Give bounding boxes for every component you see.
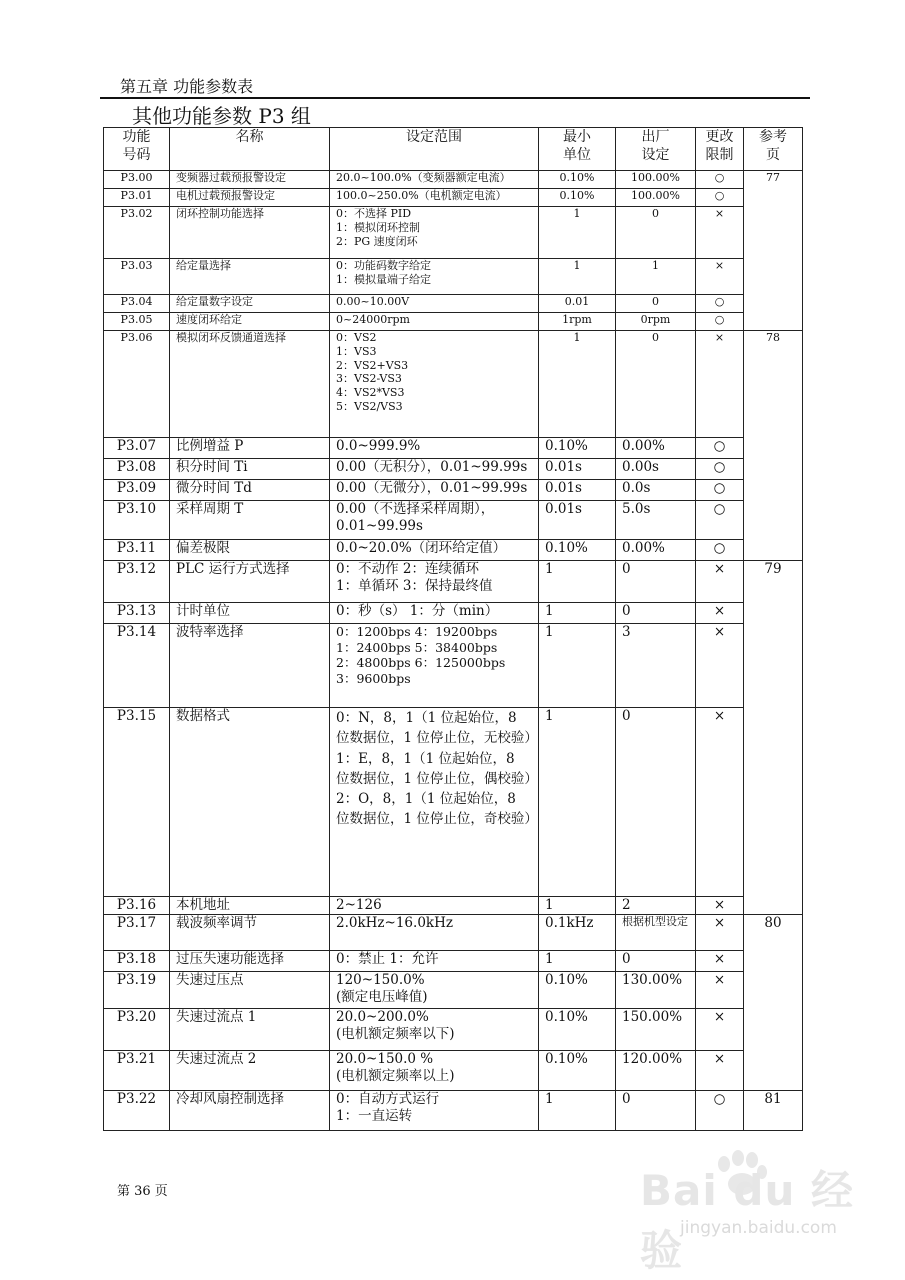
param-code: P3.17 [104,915,170,951]
param-range: 100.0~250.0%（电机额定电流） [330,189,539,207]
param-modify: ○ [696,459,744,480]
param-factory: 120.00% [616,1051,696,1091]
param-modify: ○ [696,171,744,189]
param-range: 2.0kHz~16.0kHz [330,915,539,951]
param-factory: 100.00% [616,171,696,189]
table-row [104,951,803,972]
param-range: 20.0~150.0 % (电机额定频率以上) [330,1051,539,1091]
param-factory: 2 [616,897,696,915]
table-row [104,459,803,480]
table-row [104,708,803,897]
col-header-min-unit: 最小 单位 [539,128,616,171]
param-min-unit: 0.10% [539,972,616,1009]
param-factory: 根据机型设定 [616,915,696,951]
param-factory: 0rpm [616,313,696,331]
param-min-unit: 1 [539,708,616,897]
col-header-factory: 出厂 设定 [616,128,696,171]
param-range: 0：不选择 PID 1：模拟闭环控制 2：PG 速度闭环 [330,207,539,259]
table-row [104,915,803,951]
param-modify: ○ [696,313,744,331]
param-modify: ○ [696,480,744,501]
param-modify: ○ [696,438,744,459]
param-min-unit: 1 [539,561,616,603]
page-number: 第 36 页 [117,1184,168,1199]
param-range: 20.0~100.0%（变频器额定电流） [330,171,539,189]
table-row [104,1009,803,1051]
table-row [104,331,803,438]
param-modify: × [696,972,744,1009]
param-code: P3.04 [104,295,170,313]
param-modify: × [696,624,744,708]
param-modify: × [696,603,744,624]
ref-page: 79 [744,561,803,915]
watermark-url: jingyan.baidu.com [680,1218,837,1238]
param-code: P3.11 [104,540,170,561]
table-row [104,313,803,331]
param-min-unit: 0.10% [539,438,616,459]
param-name: 载波频率调节 [170,915,330,951]
param-min-unit: 0.10% [539,171,616,189]
param-factory: 0.0s [616,480,696,501]
param-factory: 0 [616,331,696,438]
param-factory: 0 [616,603,696,624]
param-factory: 0 [616,561,696,603]
param-code: P3.18 [104,951,170,972]
param-range: 0：禁止 1：允许 [330,951,539,972]
param-min-unit: 0.1kHz [539,915,616,951]
table-row [104,171,803,189]
param-name: 比例增益 P [170,438,330,459]
param-name: 数据格式 [170,708,330,897]
param-modify: × [696,708,744,897]
param-name: 变频器过载预报警设定 [170,171,330,189]
col-header-page: 参考 页 [744,128,803,171]
param-range: 0.00（无微分），0.01~99.99s [330,480,539,501]
param-modify: ○ [696,189,744,207]
param-name: 给定量数字设定 [170,295,330,313]
param-name: 积分时间 Ti [170,459,330,480]
param-factory: 130.00% [616,972,696,1009]
param-modify: ○ [696,540,744,561]
table-row [104,624,803,708]
table-row [104,1051,803,1091]
table-row [104,897,803,915]
table-row [104,972,803,1009]
param-code: P3.15 [104,708,170,897]
param-factory: 0 [616,708,696,897]
param-code: P3.01 [104,189,170,207]
param-factory: 0.00% [616,438,696,459]
param-min-unit: 0.10% [539,1051,616,1091]
col-header-modify: 更改 限制 [696,128,744,171]
param-range: 0：N，8，1（1 位起始位，8 位数据位，1 位停止位，无校验） 1：E，8，1（1 位起始位，8 位数据位，1 位停止位，偶校验） 2：O，8，1（1 位起始位，8 位数据位，1 位停止位，奇校验） [330,708,539,897]
param-range: 0.00（不选择采样周期）， 0.01~99.99s [330,501,539,540]
param-code: P3.05 [104,313,170,331]
param-code: P3.20 [104,1009,170,1051]
param-min-unit: 1 [539,951,616,972]
param-min-unit: 0.01s [539,459,616,480]
table-row [104,259,803,295]
col-header-name: 名称 [170,128,330,171]
param-range: 2~126 [330,897,539,915]
param-modify: × [696,1051,744,1091]
col-header-range: 设定范围 [330,128,539,171]
table-row [104,295,803,313]
table-row [104,603,803,624]
param-factory: 0 [616,295,696,313]
param-code: P3.07 [104,438,170,459]
param-modify: × [696,1009,744,1051]
ref-page: 81 [744,1091,803,1131]
chapter-title: 第五章 功能参数表 [120,77,254,96]
param-range: 0：秒（s） 1：分（min） [330,603,539,624]
param-min-unit: 1 [539,1091,616,1131]
param-min-unit: 1 [539,207,616,259]
param-modify: × [696,897,744,915]
table-row [104,1091,803,1131]
param-range: 0：VS2 1：VS3 2：VS2+VS3 3：VS2-VS3 4：VS2*VS3 5：VS2/VS3 [330,331,539,438]
header-rule [100,97,810,99]
param-min-unit: 0.01 [539,295,616,313]
param-factory: 100.00% [616,189,696,207]
param-min-unit: 1 [539,259,616,295]
table-row [104,438,803,459]
param-code: P3.22 [104,1091,170,1131]
param-name: PLC 运行方式选择 [170,561,330,603]
param-min-unit: 1rpm [539,313,616,331]
param-factory: 0.00% [616,540,696,561]
param-range: 0.0~999.9% [330,438,539,459]
param-range: 0：功能码数字给定 1：模拟量端子给定 [330,259,539,295]
param-name: 冷却风扇控制选择 [170,1091,330,1131]
param-modify: × [696,207,744,259]
param-min-unit: 0.10% [539,1009,616,1051]
param-range: 20.0~200.0% (电机额定频率以下) [330,1009,539,1051]
param-name: 采样周期 T [170,501,330,540]
param-range: 0：自动方式运行 1：一直运转 [330,1091,539,1131]
param-name: 失速过流点 1 [170,1009,330,1051]
param-factory: 150.00% [616,1009,696,1051]
param-code: P3.03 [104,259,170,295]
watermark [640,1150,890,1275]
param-min-unit: 0.01s [539,501,616,540]
param-modify: ○ [696,501,744,540]
param-name: 波特率选择 [170,624,330,708]
param-range: 0.00~10.00V [330,295,539,313]
param-factory: 1 [616,259,696,295]
param-name: 本机地址 [170,897,330,915]
param-min-unit: 1 [539,603,616,624]
param-name: 速度闭环给定 [170,313,330,331]
param-min-unit: 0.10% [539,540,616,561]
watermark-logo: Bai du 经验 [640,1166,854,1275]
param-range: 0：1200bps 4：19200bps 1：2400bps 5：38400bps 2：4800bps 6：125000bps 3：9600bps [330,624,539,708]
param-name: 给定量选择 [170,259,330,295]
ref-page: 77 [744,171,803,331]
param-range: 0~24000rpm [330,313,539,331]
param-factory: 0 [616,951,696,972]
param-range: 0.0~20.0%（闭环给定值） [330,540,539,561]
param-modify: × [696,561,744,603]
param-code: P3.09 [104,480,170,501]
param-range: 0：不动作 2：连续循环 1：单循环 3：保持最终值 [330,561,539,603]
param-modify: ○ [696,295,744,313]
param-range: 120~150.0% (额定电压峰值) [330,972,539,1009]
param-code: P3.13 [104,603,170,624]
param-code: P3.19 [104,972,170,1009]
param-name: 失速过压点 [170,972,330,1009]
param-min-unit: 0.01s [539,480,616,501]
param-factory: 5.0s [616,501,696,540]
param-name: 失速过流点 2 [170,1051,330,1091]
param-name: 计时单位 [170,603,330,624]
param-name: 模拟闭环反馈通道选择 [170,331,330,438]
param-min-unit: 0.10% [539,189,616,207]
parameter-table [103,127,803,1131]
param-name: 闭环控制功能选择 [170,207,330,259]
param-min-unit: 1 [539,897,616,915]
param-name: 微分时间 Td [170,480,330,501]
param-modify: × [696,951,744,972]
param-code: P3.02 [104,207,170,259]
param-min-unit: 1 [539,331,616,438]
param-code: P3.12 [104,561,170,603]
table-row [104,501,803,540]
param-modify: ○ [696,1091,744,1131]
table-row [104,189,803,207]
param-name: 过压失速功能选择 [170,951,330,972]
param-code: P3.10 [104,501,170,540]
param-code: P3.21 [104,1051,170,1091]
param-factory: 0 [616,1091,696,1131]
section-title: 其他功能参数 P3 组 [132,104,311,128]
param-code: P3.00 [104,171,170,189]
table-row [104,561,803,603]
param-code: P3.06 [104,331,170,438]
ref-page: 78 [744,331,803,561]
param-factory: 0 [616,207,696,259]
param-modify: × [696,259,744,295]
param-name: 偏差极限 [170,540,330,561]
param-modify: × [696,331,744,438]
table-row [104,207,803,259]
param-code: P3.14 [104,624,170,708]
col-header-code: 功能 号码 [104,128,170,171]
table-row [104,480,803,501]
ref-page: 80 [744,915,803,1091]
table-row [104,540,803,561]
param-modify: × [696,915,744,951]
param-code: P3.16 [104,897,170,915]
param-code: P3.08 [104,459,170,480]
param-factory: 0.00s [616,459,696,480]
param-min-unit: 1 [539,624,616,708]
param-range: 0.00（无积分），0.01~99.99s [330,459,539,480]
param-factory: 3 [616,624,696,708]
param-name: 电机过载预报警设定 [170,189,330,207]
